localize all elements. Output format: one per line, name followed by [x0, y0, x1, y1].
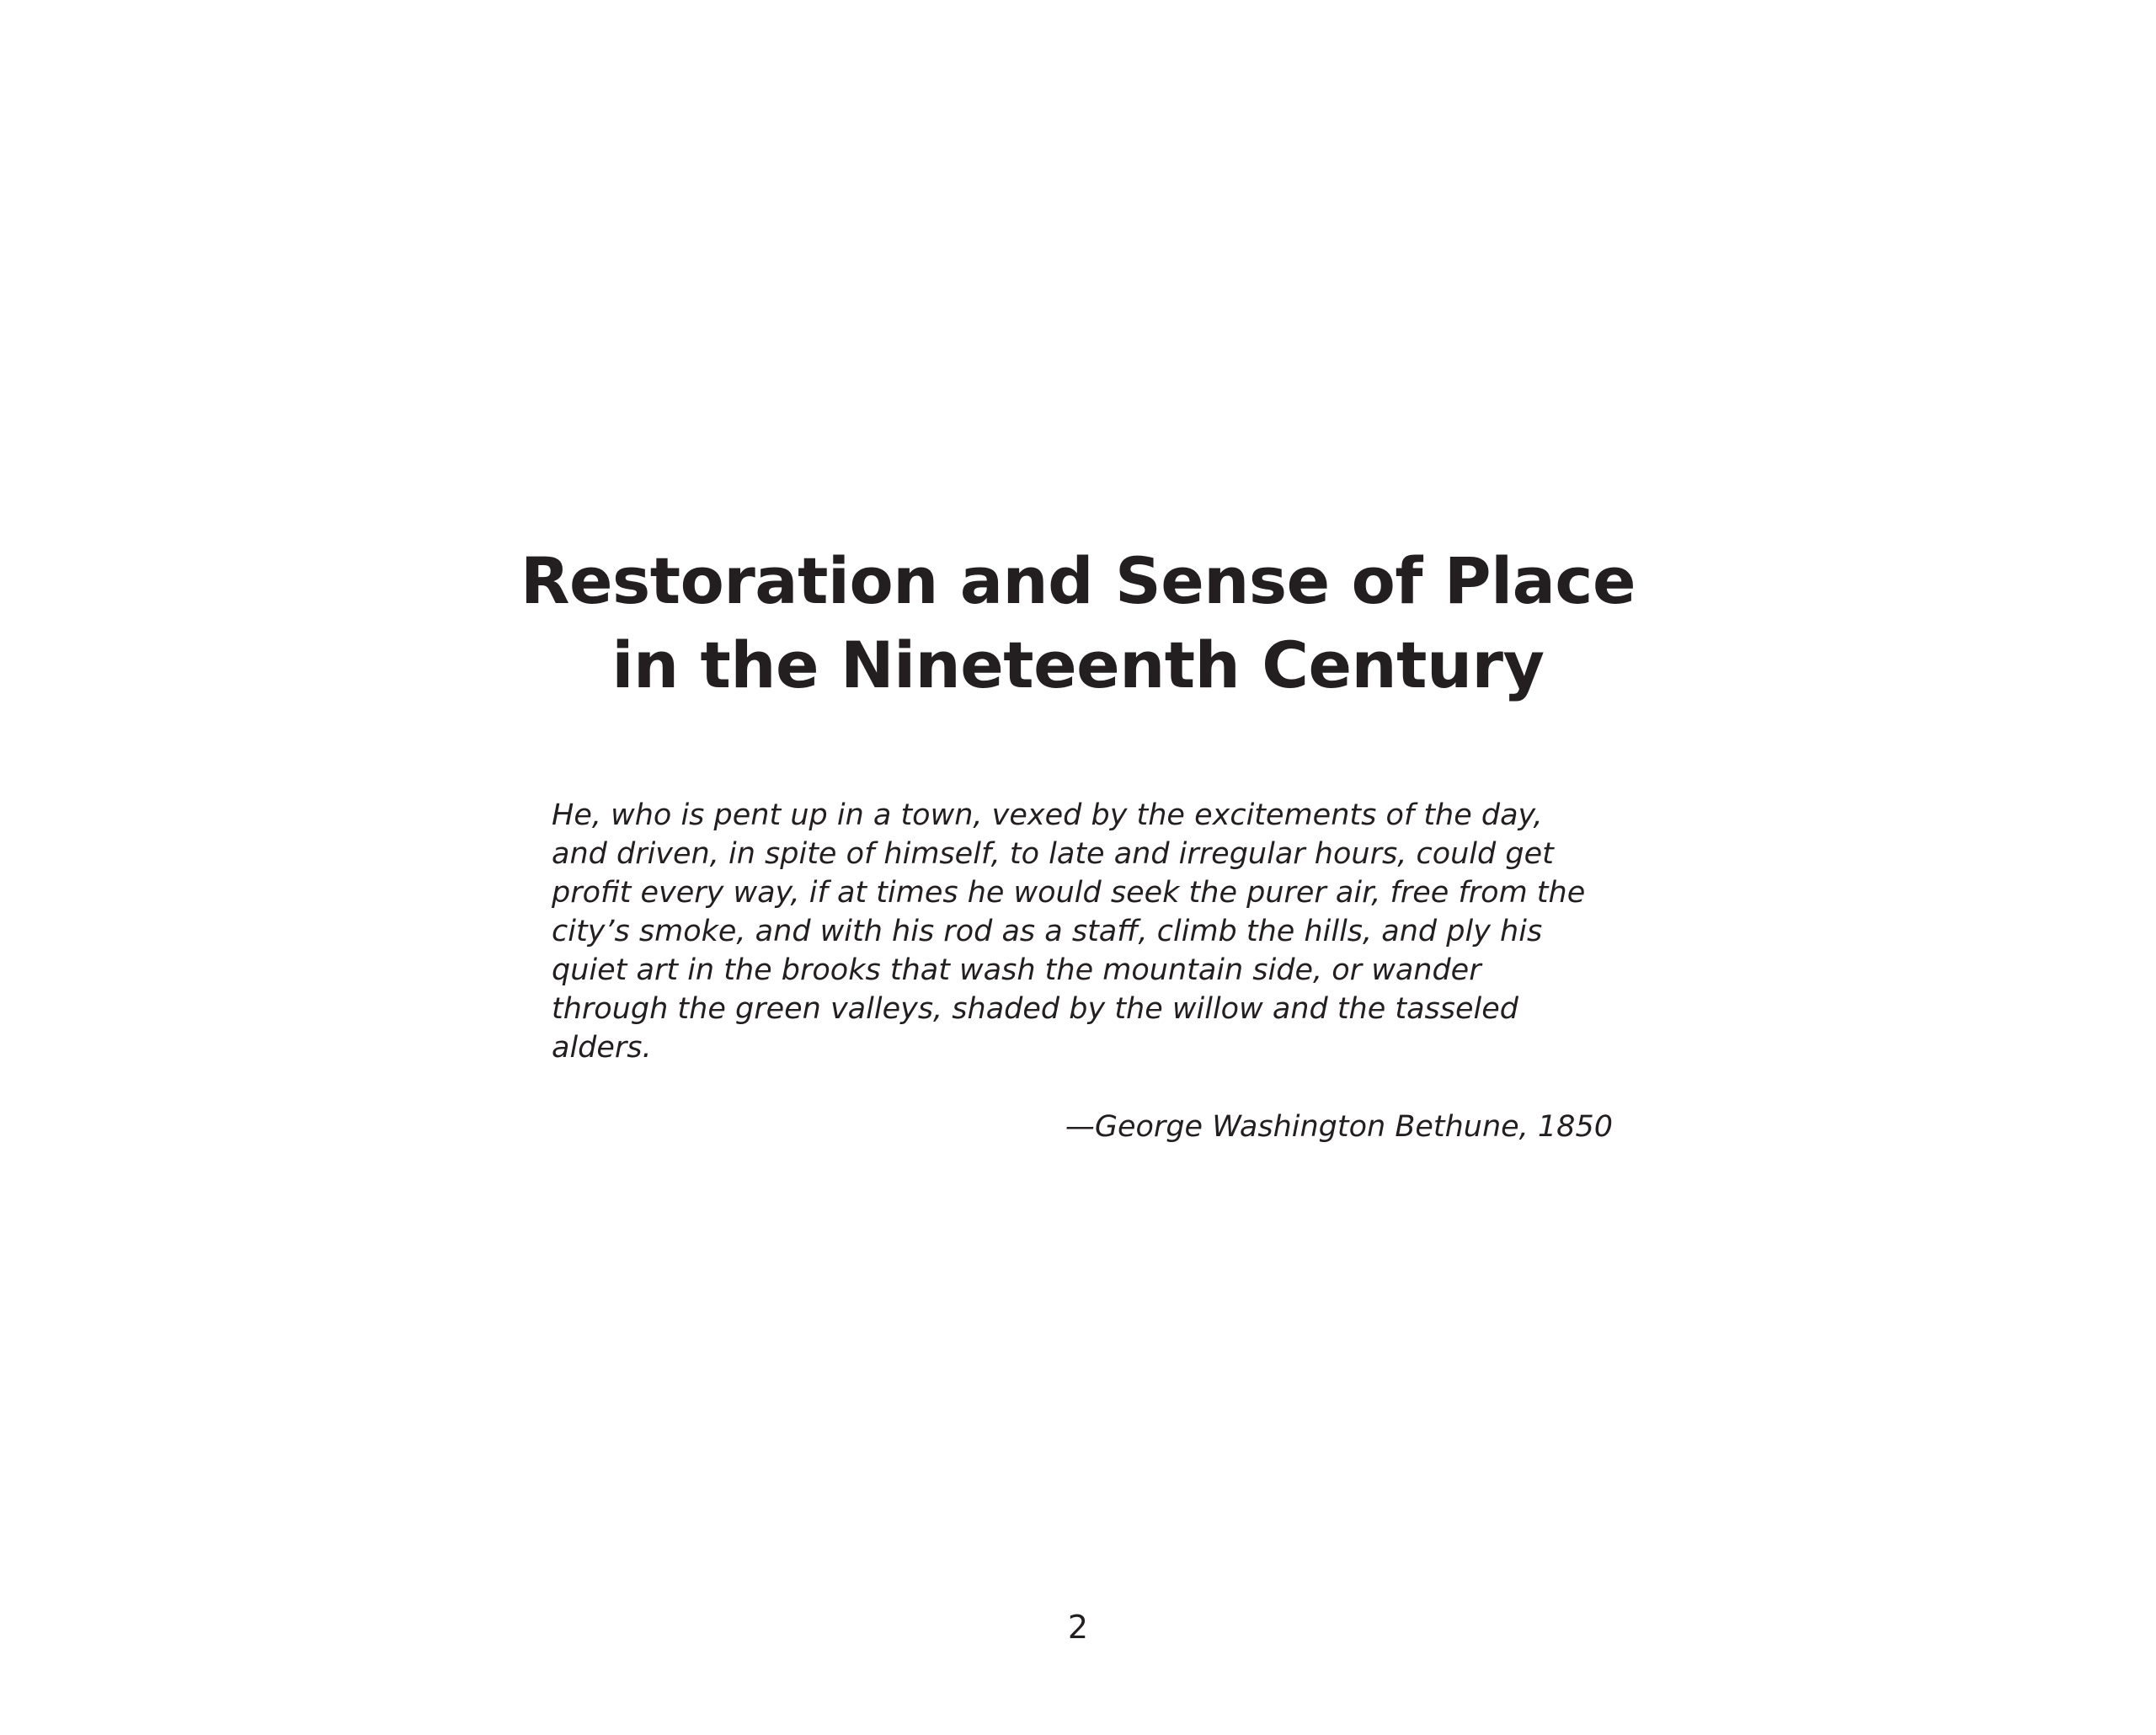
epigraph-quote — [552, 796, 1613, 1067]
epigraph-line: quiet art in the brooks that wash the mountain side, or wander — [552, 953, 1481, 987]
epigraph-attribution: —George Washington Bethune, 1850 — [1065, 1110, 1613, 1144]
epigraph-line: through the green valleys, shaded by the willow and the tasseled — [552, 992, 1519, 1026]
epigraph-line: and driven, in spite of himself, to late and irregular hours, could get — [552, 837, 1554, 871]
epigraph-line: city’s smoke, and with his rod as a staff, climb the hills, and ply his — [552, 915, 1543, 948]
epigraph-line: alders. — [552, 1031, 652, 1065]
epigraph-line: profit every way, if at times he would seek the purer air, free from the — [552, 876, 1586, 910]
page-number: 2 — [1067, 1609, 1089, 1646]
chapter-title — [472, 539, 1684, 707]
chapter-title-line: Restoration and Sense of Place — [520, 543, 1636, 618]
chapter-title-line: in the Nineteenth Century — [611, 627, 1545, 702]
epigraph-line: He, who is pent up in a town, vexed by the excitements of the day, — [552, 798, 1543, 832]
